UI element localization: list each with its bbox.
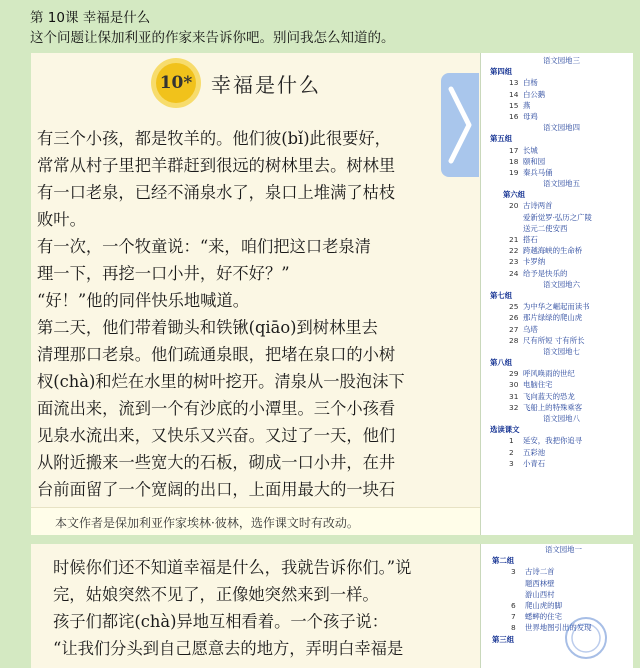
toc-item-label[interactable]: 古诗两首 [523,201,553,211]
toc-item[interactable] [483,223,631,234]
toc-item-number: 22 [509,246,519,256]
toc-item-label[interactable]: 白公鹅 [523,89,546,99]
textbook-page-viewer [31,53,633,535]
toc-item-number: 3 [511,567,516,577]
text-line: 有一口老泉，已经不涌泉水了，泉口上堆满了枯枝 [37,183,396,202]
toc-item-number: 7 [511,612,516,622]
toc-item-label[interactable]: 秦兵马俑 [523,167,553,177]
toc-item-label: 第六组 [503,190,526,200]
toc-item-label[interactable]: 语文园地七 [543,346,580,356]
toc-section-heading [483,66,631,77]
lesson-number-badge [156,63,196,103]
text-line: 面流出来，流到一个有沙底的小潭里。三个小孩看 [37,399,396,418]
toc-item[interactable] [483,391,631,402]
toc-item[interactable] [483,212,631,223]
text-line: 理一下，再挖一口小井，好不好？” [37,264,290,283]
toc-item-label[interactable]: 小青石 [523,458,546,468]
text-line: 清理那口老泉。他们疏通泉眼，把堵在泉口的小树 [37,345,396,364]
toc-item-label[interactable]: 游山西村 [525,589,555,599]
text-line: 从附近搬来一些宽大的石板，砌成一口小井，在井 [37,453,396,472]
lesson-number: 10* [159,73,193,93]
toc-item-label[interactable]: 蟋蟀的住宅 [525,612,562,622]
toc-item-label[interactable]: 跨越海峡的生命桥 [523,246,583,256]
toc-item-number: 30 [509,380,519,390]
text-line: 时候你们还不知道幸福是什么，我就告诉你们。”说 [53,558,412,577]
toc-item-number: 26 [509,313,519,323]
toc-item[interactable] [485,544,631,555]
toc-item-label[interactable]: 爱新觉罗·弘历之广陵 [523,212,592,222]
toc-item-label[interactable]: 题西林壁 [525,578,555,588]
toc-item-number: 21 [509,235,519,244]
page-header [30,8,395,48]
toc-item-label[interactable]: 语文园地三 [543,56,580,65]
toc-item-label[interactable]: 送元二使安西 [523,223,568,233]
lesson-body-text-2 [53,554,463,662]
page-subtitle: 这个问题让保加利亚的作家来告诉你吧。别问我怎么知道的。 [30,30,395,46]
footnote-text: 本文作者是保加利亚作家埃林·彼林，选作课文时有改动。 [55,516,359,530]
text-line: 常常从村子里把羊群赶到很远的树林里去。树林里 [37,156,396,175]
toc-item[interactable] [483,402,631,413]
toc-item-label[interactable]: 呼风唤雨的世纪 [523,369,575,379]
toc-item-number: 14 [509,89,519,99]
toc-item-label[interactable]: 语文园地六 [543,279,580,289]
toc-item-number: 3 [509,458,514,468]
toc-item-label: 第三组 [492,634,515,644]
toc-item-label: 选读课文 [490,425,520,435]
toc-item-label[interactable]: 乌塔 [523,324,538,334]
textbook-page-2 [31,544,481,668]
text-line: 有三个小孩，都是牧羊的。他们彼(bǐ)此很要好， [37,129,391,148]
toc-section-heading [483,357,631,368]
toc-item-label[interactable]: 古诗二首 [525,567,555,577]
toc-item-label: 第八组 [490,358,513,368]
textbook-page [31,53,481,535]
toc-item-label[interactable]: 语文园地五 [543,179,580,189]
toc-item-number: 28 [509,335,519,345]
toc-section-heading [485,555,631,566]
toc-item-label[interactable]: 搭石 [523,235,538,244]
watermark-circle-icon [534,612,634,662]
toc-item-label[interactable]: 五彩池 [523,447,546,457]
toc-item-label[interactable]: 尺有所短 寸有所长 [523,335,585,345]
toc-item-label[interactable]: 语文园地八 [543,414,580,423]
toc-item[interactable] [483,368,631,379]
text-line: 杈(chà)和烂在水里的树叶挖开。清泉从一股泡沫下 [37,372,405,391]
toc-item[interactable] [483,413,631,424]
toc-section-heading [483,424,631,435]
toc-item[interactable] [483,324,631,335]
toc-item[interactable] [485,589,631,600]
lesson-body-text [37,125,449,503]
toc-item-label: 第五组 [490,134,513,144]
toc-item-number: 18 [509,156,519,166]
toc-item[interactable] [483,178,631,189]
text-line: 台前面留了一个宽阔的出口，上面用最大的一块石 [37,480,396,499]
toc-item[interactable] [483,111,631,122]
toc-item-number: 27 [509,324,519,334]
toc-item-label[interactable]: 语文园地一 [545,545,582,554]
toc-item[interactable] [483,89,631,100]
watermark-logo [534,612,634,662]
toc-item[interactable] [483,145,631,156]
text-line: 败叶。 [37,210,86,229]
page-title: 第 10课 幸福是什么 [30,10,151,26]
table-of-contents [483,55,631,469]
toc-item-label: 第四组 [490,67,513,77]
toc-item-label[interactable]: 白杨 [523,78,538,88]
toc-item-label[interactable]: 燕 [523,100,531,110]
toc-item[interactable] [485,600,631,611]
toc-item[interactable] [483,447,631,458]
next-page-button[interactable] [441,73,479,177]
toc-item[interactable] [483,122,631,133]
toc-item[interactable] [483,435,631,446]
text-line: “好！”他的同伴快乐地喊道。 [37,291,250,310]
toc-item-label[interactable]: 为中华之崛起而读书 [523,302,590,312]
toc-item[interactable] [483,379,631,390]
toc-item-number: 17 [509,145,519,155]
toc-item-number: 6 [511,600,516,610]
toc-item[interactable] [483,279,631,290]
toc-item-label[interactable]: 爬山虎的脚 [525,600,562,610]
toc-item[interactable] [483,256,631,267]
toc-item-number: 19 [509,167,519,177]
toc-item-number: 8 [511,623,516,633]
toc-section-heading [483,290,631,301]
toc-item-number: 25 [509,302,519,312]
toc-section-heading [483,133,631,144]
toc-item-number: 15 [509,100,519,110]
toc-item-number: 1 [509,436,514,446]
toc-item[interactable] [483,200,631,211]
toc-item-number: 31 [509,391,519,401]
toc-item-label[interactable]: 长城 [523,145,538,155]
toc-item[interactable] [483,55,631,66]
toc-item[interactable] [483,100,631,111]
toc-item-label[interactable]: 颐和园 [523,156,546,166]
toc-item-number: 16 [509,111,519,121]
toc-item-label[interactable]: 飞船上的特殊乘客 [523,402,583,412]
toc-item-number: 24 [509,268,519,278]
toc-item[interactable] [485,566,631,577]
toc-item-number: 29 [509,369,519,379]
footnote-bar [31,507,480,535]
toc-item-label[interactable]: 世界地图引出的发现 [525,623,592,633]
toc-item[interactable] [483,301,631,312]
toc-item[interactable] [483,167,631,178]
toc-item-label[interactable]: 卡罗纳 [523,257,546,267]
toc-item[interactable] [483,77,631,88]
toc-item[interactable] [485,578,631,589]
toc-item-label[interactable]: 给予是快乐的 [523,268,568,278]
toc-item-label[interactable]: 语文园地四 [543,123,580,133]
text-line: 第二天，他们带着锄头和铁锹(qiāo)到树林里去 [37,318,378,337]
toc-item[interactable] [483,156,631,167]
toc-item-number: 23 [509,257,519,267]
toc-item-label[interactable]: 母鸡 [523,111,538,121]
toc-item-number: 32 [509,402,519,412]
toc-item[interactable] [483,346,631,357]
text-line: 见泉水流出来，又快乐又兴奋。又过了一天，他们 [37,426,396,445]
toc-item[interactable] [483,312,631,323]
text-line: 完，姑娘突然不见了，正像她突然来到一样。 [53,585,379,604]
text-line: 有一次，一个牧童说：“来，咱们把这口老泉清 [37,237,371,256]
lesson-title: 幸福是什么 [211,73,321,97]
toc-item-label[interactable]: 那片绿绿的爬山虎 [523,313,583,323]
toc-item[interactable] [483,335,631,346]
toc-item-number: 2 [509,447,514,457]
toc-section-heading [483,189,631,200]
toc-item[interactable] [483,234,631,245]
toc-item[interactable] [483,245,631,256]
toc-item-label: 第七组 [490,290,513,300]
toc-item-label[interactable]: 延安，我把你追寻 [523,436,583,446]
toc-item-number: 20 [509,201,519,211]
toc-item-label[interactable]: 电脑住宅 [523,380,553,390]
toc-item[interactable] [483,268,631,279]
chevron-right-icon [447,85,473,165]
toc-item-number: 13 [509,78,519,88]
toc-item-label[interactable]: 飞向蓝天的恐龙 [523,391,575,401]
text-line: “让我们分头到自己愿意去的地方，弄明白幸福是 [53,639,404,658]
toc-item[interactable] [483,458,631,469]
toc-item-label: 第二组 [492,556,515,566]
text-line: 孩子们都诧(chà)异地互相看着。一个孩子说： [53,612,389,631]
